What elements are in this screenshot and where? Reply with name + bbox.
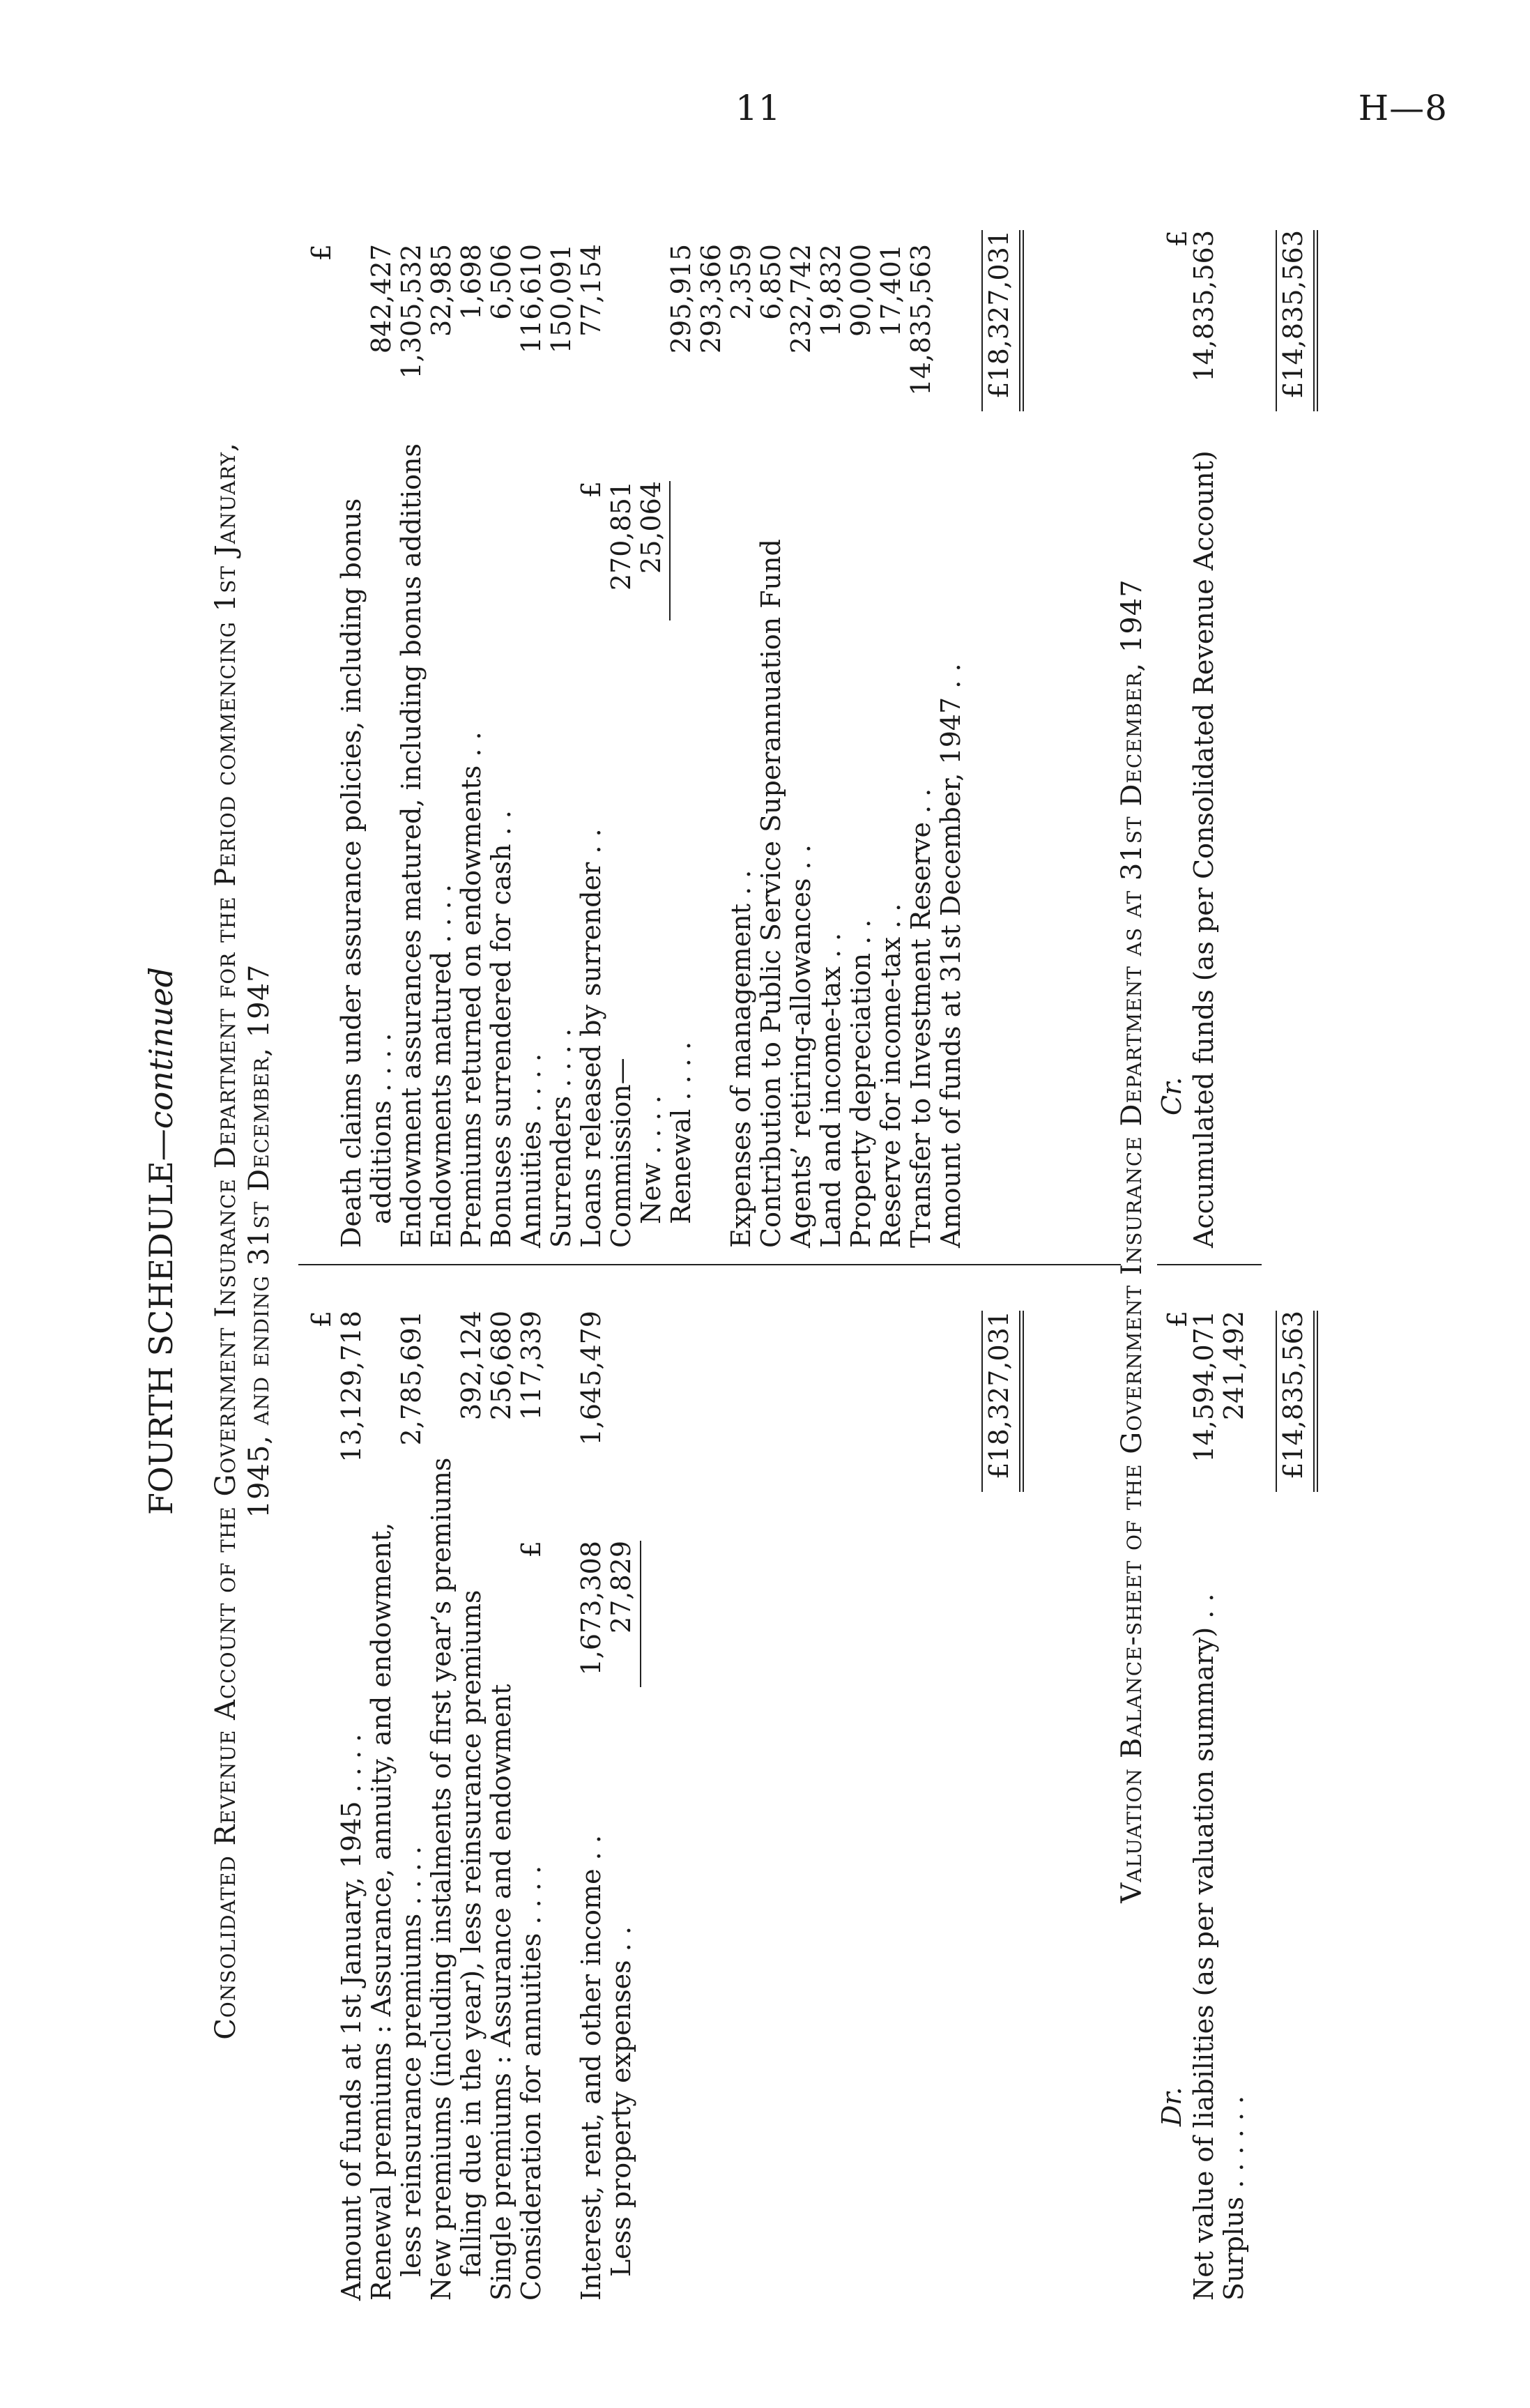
amount: 90,000 [846,244,876,337]
list-item: Annuities . . . . [516,1053,546,1248]
bs-right-total-rule-bottom-2 [1317,230,1318,411]
list-item: Premiums returned on endowments . . [456,731,487,1248]
left-total-rule-bottom [1019,1311,1020,1492]
schedule-title-suffix: —continued [142,966,180,1161]
list-item: Bonuses surrendered for cash . . [486,810,517,1248]
list-item: Death claims under assurance policies, including bonus [336,498,367,1248]
bs-right-total-rule-bottom [1313,230,1315,411]
list-item: Net value of liabilities (as per valuation summary) . . [1188,1593,1219,2301]
list-item: Loans released by surrender . . [576,828,606,1248]
amount: 1,698 [456,244,487,320]
list-item: Renewal . . . . [666,1041,696,1224]
list-item: Consideration for annuities . . . . [516,1865,546,2301]
amount: 150,091 [546,244,576,354]
amount: 1,645,479 [576,1311,606,1446]
bs-left-currency: £ [1162,1311,1193,1328]
list-item: Endowment assurances matured, including bonus additions [396,443,427,1248]
right-total-rule-bottom-2 [1023,230,1024,411]
amount: 116,610 [516,244,546,354]
amount: 1,305,532 [396,244,427,379]
amount: 232,742 [786,244,816,354]
schedule-title-text: FOURTH SCHEDULE [142,1161,180,1516]
bs-right-total-rule-top [1276,230,1277,411]
revenue-left-total: £18,327,031 [984,1311,1014,1479]
cr-label: Cr. [1156,1076,1187,1115]
list-item: Contribution to Public Service Superannuation Fund [756,539,786,1248]
balance-sheet-divider [1157,1264,1262,1265]
amount: 295,915 [666,244,696,354]
revenue-divider [298,1264,1121,1265]
revenue-left-side [307,1255,795,2301]
amount: 19,832 [816,244,846,337]
list-item: Amount of funds at 31st December, 1947 . . [935,663,966,1248]
list-item: Surrenders . . . . [546,1028,576,1248]
list-item: Single premiums : Assurance and endowment [486,1684,517,2301]
list-item: falling due in the year), less reinsurance premiums [456,1590,487,2277]
list-item: Less property expenses . . [606,1926,636,2277]
right-total-rule-bottom [1019,230,1020,411]
amount: 842,427 [366,244,397,354]
list-item: Agents’ retiring-allowances . . [786,844,816,1248]
amount: 2,785,691 [396,1311,427,1446]
amount: 14,835,563 [905,244,936,396]
sub-amount: 25,064 [636,481,666,574]
list-item: Surplus . . . . . . [1218,2095,1249,2301]
balance-sheet-left-total: £14,835,563 [1278,1311,1308,1479]
left-total-rule-bottom-2 [1023,1311,1024,1492]
amount: 14,835,563 [1188,230,1219,382]
revenue-right-currency: £ [306,244,337,261]
list-item: New premiums (including instalments of first year’s premiums [426,1457,457,2301]
rotated-document-body [132,181,1408,2301]
list-item: Transfer to Investment Reserve . . [905,788,936,1248]
list-item: Amount of funds at 1st January, 1945 . . . . [336,1733,367,2301]
bs-left-total-rule-bottom [1313,1311,1315,1492]
series-reference: H—8 [1358,88,1448,128]
sub-amount: 270,851 [606,481,636,591]
right-total-rule-top [981,230,983,411]
list-item: Expenses of management . . [726,869,756,1248]
revenue-account-heading [209,181,276,2301]
list-item: Interest, rent, and other income . . [576,1835,606,2301]
amount: 241,492 [1218,1311,1249,1421]
amount: 293,366 [696,244,726,354]
subtotal-rule [640,1541,641,1687]
list-item: Reserve for income-tax . . [875,903,906,1248]
amount: 17,401 [875,244,906,337]
list-item: additions . . . . [366,1032,397,1224]
list-item: New . . . . [636,1095,666,1224]
revenue-left-sub-currency: £ [516,1541,546,1558]
bs-left-total-rule-bottom-2 [1317,1311,1318,1492]
amount: 6,850 [756,244,786,320]
dr-label: Dr. [1156,2087,1187,2126]
revenue-right-sub-currency: £ [576,481,606,498]
bs-right-currency: £ [1162,230,1193,247]
sub-amount: 27,829 [606,1541,636,1633]
balance-sheet-heading: Valuation Balance-sheet of the Government Insurance Department as at 31st December, 1947 [1116,579,1148,1903]
revenue-left-currency: £ [306,1311,337,1328]
list-item: Renewal premiums : Assurance, annuity, and endowment, [366,1522,397,2301]
list-item: less reinsurance premiums . . . . [396,1846,427,2277]
sub-amount: 1,673,308 [576,1541,606,1676]
amount: 77,154 [576,244,606,337]
list-item: Endowments matured . . . . [426,884,457,1248]
list-item: Property depreciation . . [846,919,876,1248]
subtotal-rule [669,481,671,620]
amount: 6,506 [486,244,517,320]
list-item: Accumulated funds (as per Consolidated Revenue Account) [1188,450,1219,1248]
list-item: Commission— [606,1058,636,1248]
amount: 256,680 [486,1311,517,1421]
balance-sheet-right-total: £14,835,563 [1278,230,1308,399]
amount: 13,129,718 [336,1311,367,1463]
revenue-right-total: £18,327,031 [984,230,1014,399]
left-total-rule-top [981,1311,983,1492]
schedule-title [142,181,180,2301]
page-number: 11 [735,88,781,128]
amount: 32,985 [426,244,457,337]
amount: 14,594,071 [1188,1311,1219,1463]
amount: 392,124 [456,1311,487,1421]
amount: 2,359 [726,244,756,320]
list-item: Land and income-tax . . [816,932,846,1248]
amount: 117,339 [516,1311,546,1421]
revenue-heading-line-2: 1945, and ending 31st December, 1947 [243,963,275,1518]
revenue-heading-line-1: Consolidated Revenue Account of the Government Insurance Department for the Period commencing 1st January, [210,442,242,2040]
bs-left-total-rule-top [1276,1311,1277,1492]
